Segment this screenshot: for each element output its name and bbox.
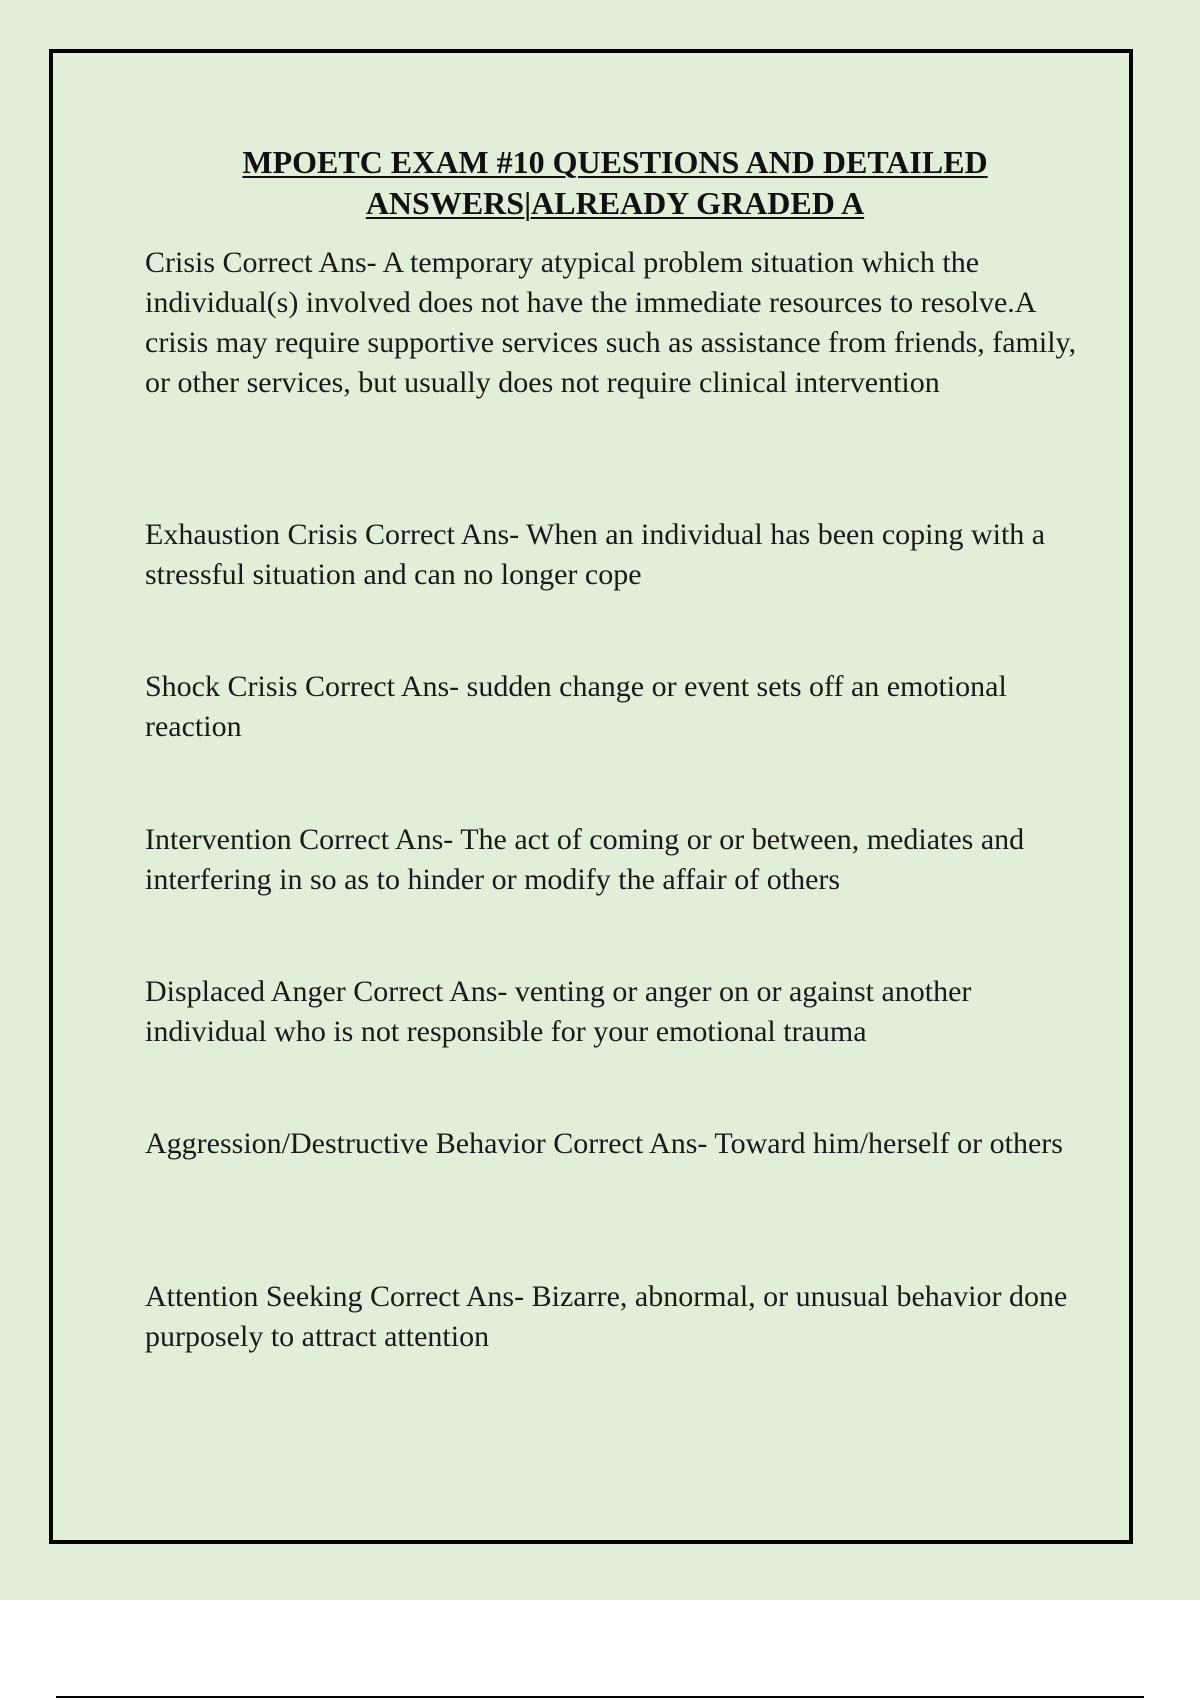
qa-answer: Bizarre, abnormal, or unusual behavior done purposely to attract attention	[145, 1280, 1068, 1353]
title-line-2: ANSWERS|ALREADY GRADED A	[365, 185, 865, 221]
qa-term: Crisis Correct Ans-	[145, 246, 377, 279]
qa-item-shock-crisis	[145, 667, 1095, 747]
qa-term: Attention Seeking Correct Ans-	[145, 1280, 525, 1313]
qa-answer: The act of coming or or between, mediates and interfering in so as to hinder or modify the affair of others	[145, 823, 1025, 896]
qa-item-crisis	[145, 243, 1095, 403]
document-title	[120, 142, 1110, 224]
qa-answer: Toward him/herself or others	[707, 1127, 1063, 1160]
qa-item-intervention	[145, 820, 1095, 900]
qa-term: Intervention Correct Ans-	[145, 823, 454, 856]
qa-item-displaced-anger	[145, 972, 1095, 1052]
qa-term: Shock Crisis Correct Ans-	[145, 670, 460, 703]
footer-rule	[56, 1696, 1144, 1698]
qa-answer: When an individual has been coping with a stressful situation and can no longer cope	[145, 518, 1046, 591]
title-line-1: MPOETC EXAM #10 QUESTIONS AND DETAILED	[242, 144, 988, 180]
qa-term: Displaced Anger Correct Ans-	[145, 975, 508, 1008]
qa-term: Aggression/Destructive Behavior Correct Ans-	[145, 1127, 708, 1160]
qa-item-aggression-destructive-behavior	[145, 1124, 1095, 1164]
qa-term: Exhaustion Crisis Correct Ans-	[145, 518, 520, 551]
qa-item-exhaustion-crisis	[145, 515, 1095, 595]
qa-item-attention-seeking	[145, 1277, 1095, 1357]
qa-answer: A temporary atypical problem situation which the individual(s) involved does not have the immediate resources to resolve.A crisis may require supportive services such as assistance from friends, family, or other services, but usually does not require clinical intervention	[145, 246, 1077, 399]
qa-answer: sudden change or event sets off an emotional reaction	[145, 670, 1007, 743]
qa-answer: venting or anger on or against another individual who is not responsible for your emotional trauma	[145, 975, 972, 1048]
